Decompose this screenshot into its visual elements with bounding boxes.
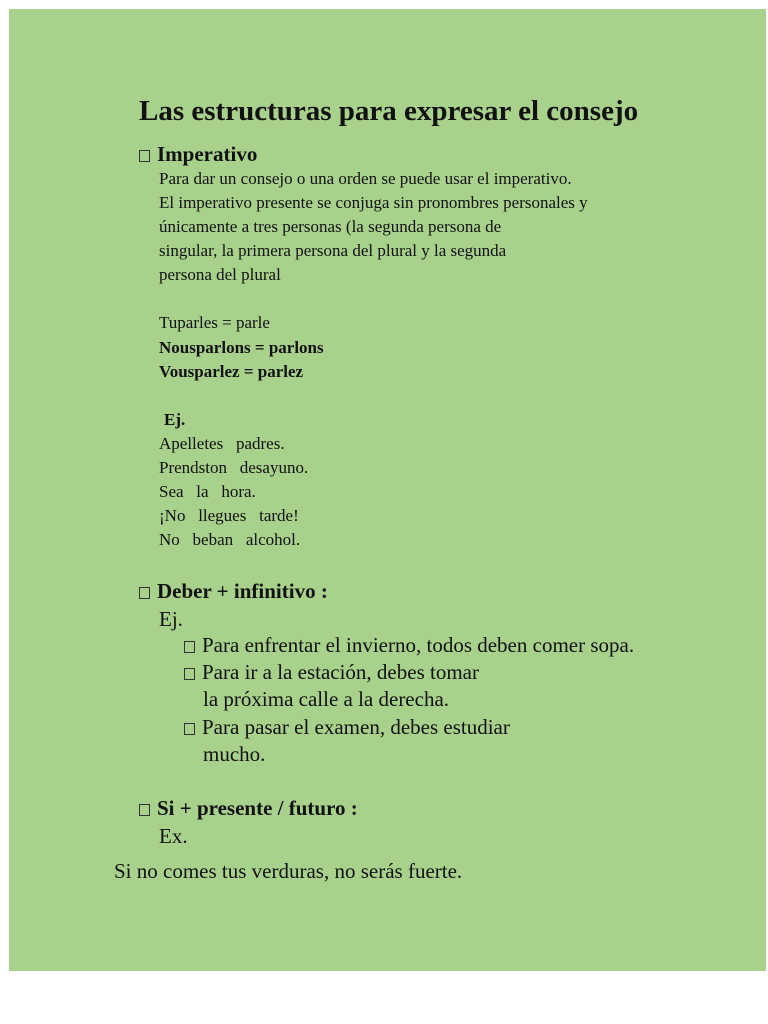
example-line: ¡No llegues tarde! xyxy=(159,506,299,525)
document-page xyxy=(9,9,766,971)
description-line: singular, la primera persona del plural y la segunda xyxy=(159,241,507,260)
example-label: Ej. xyxy=(159,607,183,631)
conjugation-line: Nousparlons = parlons xyxy=(159,338,324,357)
list-item-continuation: la próxima calle a la derecha. xyxy=(203,687,450,711)
page-title: Las estructuras para expresar el consejo xyxy=(139,95,639,127)
description-line: únicamente a tres personas (la segunda persona de xyxy=(159,217,502,236)
example-sentence: Si no comes tus verduras, no serás fuerte. xyxy=(114,859,463,883)
description-line: El imperativo presente se conjuga sin pronombres personales y xyxy=(159,193,588,212)
list-item xyxy=(184,662,479,683)
bullet-box-icon xyxy=(184,641,195,653)
bullet-box-icon xyxy=(139,150,150,162)
section-heading-text: Deber + infinitivo : xyxy=(157,579,328,603)
section-heading-si xyxy=(139,798,358,819)
list-item-text: Para enfrentar el invierno, todos deben comer sopa. xyxy=(202,633,635,657)
section-heading-imperativo xyxy=(139,144,257,165)
section-heading-deber xyxy=(139,581,328,602)
bullet-box-icon xyxy=(184,723,195,735)
example-line: Prendston desayuno. xyxy=(159,458,309,477)
example-line: Apelletes padres. xyxy=(159,434,285,453)
description-line: Para dar un consejo o una orden se puede usar el imperativo. xyxy=(159,169,572,188)
bullet-box-icon xyxy=(184,668,195,680)
example-label: Ex. xyxy=(159,824,188,848)
bullet-box-icon xyxy=(139,587,150,599)
section-heading-text: Imperativo xyxy=(157,142,258,166)
list-item-continuation: mucho. xyxy=(203,742,266,766)
list-item-text: Para ir a la estación, debes tomar xyxy=(202,660,479,684)
example-line: No beban alcohol. xyxy=(159,530,301,549)
bullet-box-icon xyxy=(139,804,150,816)
example-label: Ej. xyxy=(164,410,186,429)
section-heading-text: Si + presente / futuro : xyxy=(157,796,358,820)
list-item xyxy=(184,635,634,656)
list-item-text: Para pasar el examen, debes estudiar xyxy=(202,715,510,739)
conjugation-line: Vousparlez = parlez xyxy=(159,362,304,381)
example-line: Sea la hora. xyxy=(159,482,256,501)
description-line: persona del plural xyxy=(159,265,281,284)
list-item xyxy=(184,717,510,738)
conjugation-line: Tuparles = parle xyxy=(159,313,270,332)
